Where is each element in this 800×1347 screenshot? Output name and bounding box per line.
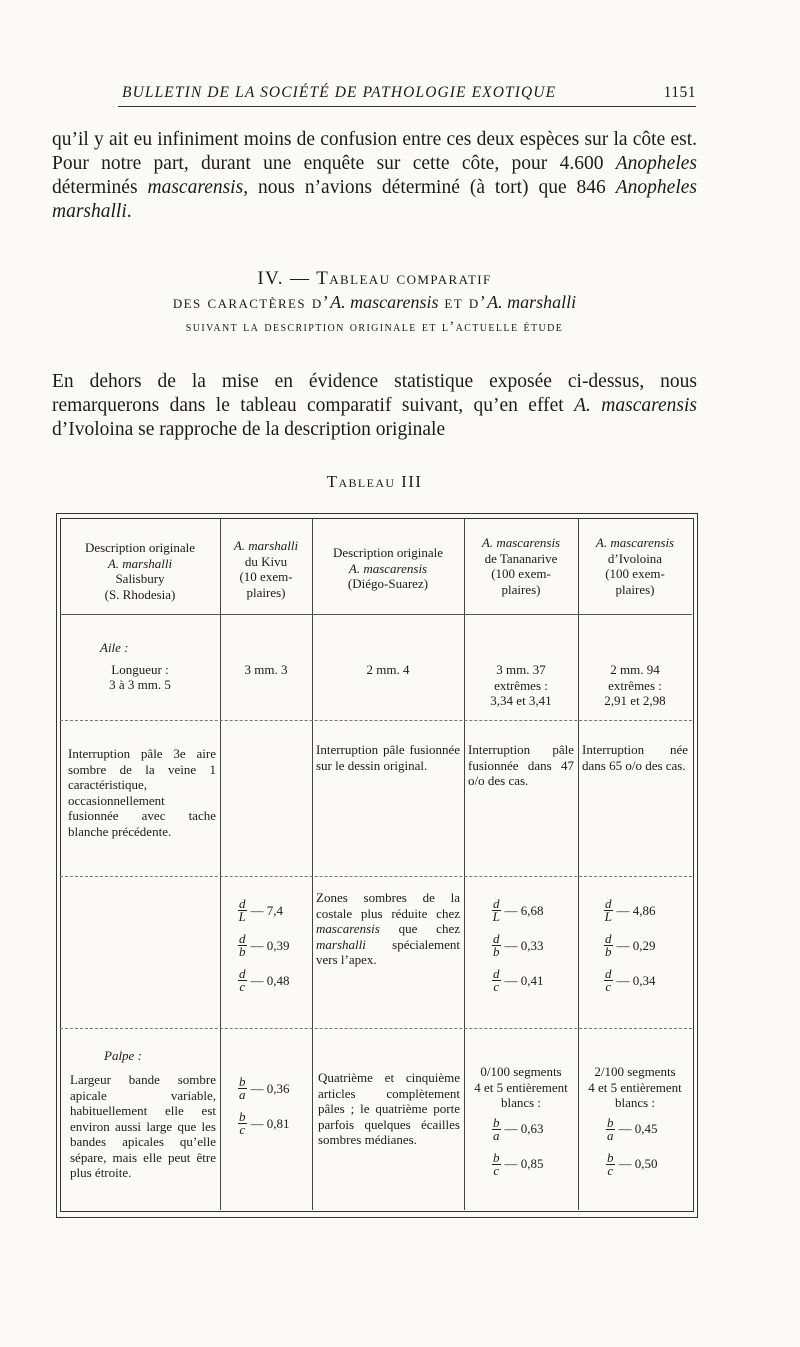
ratio-d-L: $\frac{d}{L}$ — 4,86 xyxy=(604,896,656,924)
table-header-cell: A. marshalli du Kivu (10 exem- plaires) xyxy=(233,538,299,600)
table-row-rule xyxy=(60,876,692,877)
table-title: Tableau III xyxy=(326,472,423,491)
table-cell: Largeur bande sombre apicale variable, habituellement elle est environ aussi large que les bandes apicales qu’elle sépare, mais elle peut être plus étroite. xyxy=(70,1072,216,1180)
section-heading-line3: suivant la description originale et l’actuelle étude xyxy=(185,319,564,335)
table-cell: Aile : Longueur : 3 à 3 mm. 5 xyxy=(100,640,171,692)
ratio-d-c: $\frac{d}{c}$ — 0,48 xyxy=(239,966,290,994)
table-cell: 3 mm. 3 xyxy=(244,662,288,677)
table-cell: 2/100 segments 4 et 5 entièrement blancs : $\frac{b}{a}$ — 0,45 $\frac{b}{c}$ — 0,50 xyxy=(580,1064,690,1187)
table-cell xyxy=(492,892,574,1003)
header-rule xyxy=(118,106,696,107)
table-cell: 2 mm. 4 xyxy=(366,662,410,677)
paragraph-intro: qu’il y ait eu infiniment moins de confusion entre ces deux espèces sur la côte est. Pour notre part, durant une enquête sur cette côte, pour 4.600 Anopheles déterminés mascarensis, nous n’avions déterminé (à tort) que 846 Anopheles marshalli. xyxy=(52,129,697,222)
table-column-divider xyxy=(312,518,313,1210)
section-heading-line2: des caractères d’A. mascarensis et d’A. marshalli xyxy=(172,292,577,312)
table-cell xyxy=(604,892,688,1003)
ratio-b-a: $\frac{b}{a}$ — 0,36 xyxy=(239,1074,290,1102)
ratio-b-c: $\frac{b}{c}$ — 0,81 xyxy=(239,1109,290,1137)
ratio-d-b: $\frac{d}{b}$ — 0,29 xyxy=(605,931,656,959)
table-header-cell: Description originale A. mascarensis (Diégo-Suarez) xyxy=(332,545,444,591)
ratio-d-b: $\frac{d}{b}$ — 0,39 xyxy=(239,931,290,959)
section-heading-line1: IV. — Tableau comparatif xyxy=(257,268,492,289)
ratio-b-c: $\frac{b}{c}$ — 0,50 xyxy=(607,1149,658,1178)
table-cell: 3 mm. 37 extrêmes : 3,34 et 3,41 xyxy=(490,662,552,708)
table-header-cell: A. mascarensis de Tananarive (100 exem- plaires) xyxy=(481,535,561,597)
table-cell: 0/100 segments 4 et 5 entièrement blancs : $\frac{b}{a}$ — 0,63 $\frac{b}{c}$ — 0,85 xyxy=(466,1064,576,1187)
table-cell: Interruption pâle fusionnée sur le dessin original. xyxy=(316,742,460,773)
table-cell: 2 mm. 94 extrêmes : 2,91 et 2,98 xyxy=(604,662,666,708)
table-cell: Interruption née dans 65 o/o des cas. xyxy=(582,742,688,773)
table-header-cell: Description originale A. marshalli Salisbury (S. Rhodesia) xyxy=(84,540,196,602)
table-column-divider xyxy=(220,518,221,1210)
paragraph-comparison: En dehors de la mise en évidence statistique exposée ci-dessus, nous remarquerons dans le tableau comparatif suivant, qu’en effet A. mascarensis d’Ivoloina se rapproche de la description originale xyxy=(52,371,697,440)
table-cell xyxy=(238,1070,310,1146)
ratio-b-a: $\frac{b}{a}$ — 0,63 xyxy=(493,1114,544,1143)
ratio-d-c: $\frac{d}{c}$ — 0,41 xyxy=(493,966,544,994)
table-cell: Interruption pâle 3e aire sombre de la veine 1 caractéristique, occasionnellement fusionnée avec tache blanche précédente. xyxy=(68,746,216,839)
ratio-b-c: $\frac{b}{c}$ — 0,85 xyxy=(493,1149,544,1178)
table-cell xyxy=(238,892,310,1003)
table-column-divider xyxy=(578,518,579,1210)
table-column-divider xyxy=(464,518,465,1210)
table-row-rule xyxy=(60,720,692,721)
ratio-b-a: $\frac{b}{a}$ — 0,45 xyxy=(607,1114,658,1143)
ratio-d-c: $\frac{d}{c}$ — 0,34 xyxy=(605,966,656,994)
running-header xyxy=(122,84,696,102)
ratio-d-L: $\frac{d}{L}$ — 6,68 xyxy=(492,896,544,924)
ratio-d-L: $\frac{d}{L}$ — 7,4 xyxy=(238,896,283,924)
table-header-rule xyxy=(60,614,692,615)
table-cell: Quatrième et cinquième articles complètement pâles ; le quatrième porte parfois quelques écailles sombres médianes. xyxy=(318,1070,460,1147)
table-cell: Zones sombres de la costale plus réduite chez mascarensis que chez marshalli spécialement vers l’apex. xyxy=(316,890,460,967)
page-number: 1151 xyxy=(663,84,696,101)
ratio-d-b: $\frac{d}{b}$ — 0,33 xyxy=(493,931,544,959)
table-header-cell: A. mascarensis d’Ivoloina (100 exem- plaires) xyxy=(595,535,675,597)
running-title: BULLETIN DE LA SOCIÉTÉ DE PATHOLOGIE EXOTIQUE xyxy=(122,84,557,101)
table-row-rule xyxy=(60,1028,692,1029)
table-cell: Interruption pâle fusionnée dans 47 o/o des cas. xyxy=(468,742,574,788)
table-cell: Palpe : xyxy=(104,1048,142,1063)
